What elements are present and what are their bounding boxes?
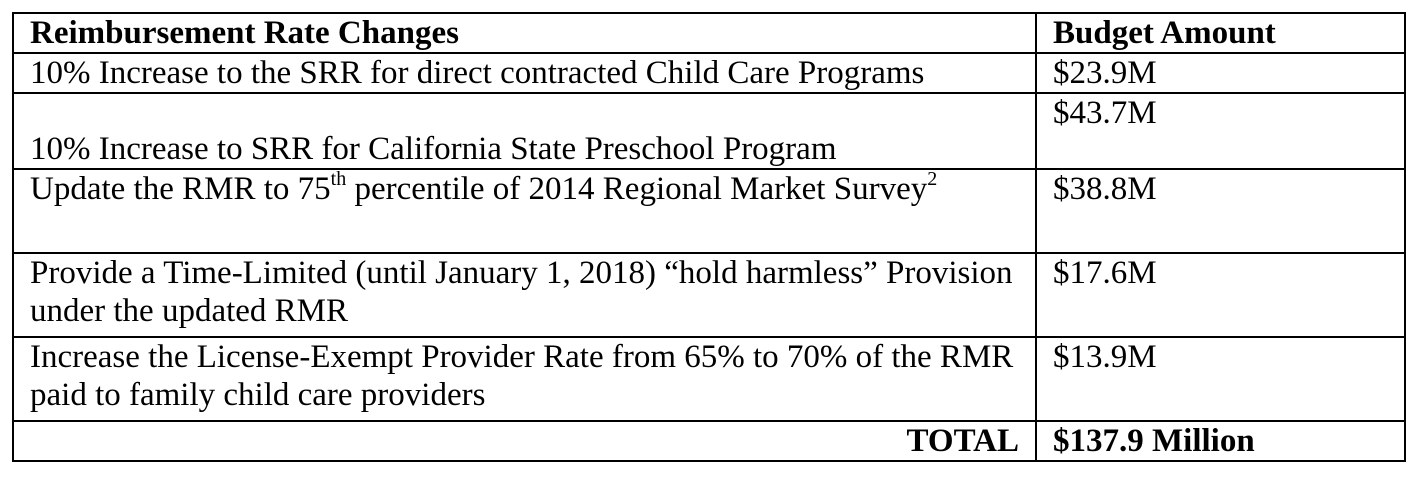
description-text: Update the RMR to 75 [30,171,331,207]
header-budget-amount: Budget Amount [1036,13,1405,53]
budget-amount-cell: $23.9M [1036,53,1405,93]
header-rate-changes: Reimbursement Rate Changes [13,13,1036,53]
total-row [13,421,1405,461]
table-row [13,169,1405,253]
footnote-marker: 2 [927,169,938,190]
budget-amount-cell: $38.8M [1036,169,1405,253]
table-row [13,337,1405,421]
reimbursement-rate-table [12,12,1406,462]
ordinal-superscript: th [330,169,347,190]
budget-amount-cell: $43.7M [1036,93,1405,169]
rate-change-description: Provide a Time-Limited (until January 1, 2018) “hold harmless” Provision under the updated RMR [13,253,1036,337]
table-header-row [13,13,1405,53]
rate-change-description: Increase the License-Exempt Provider Rate from 65% to 70% of the RMR paid to family child care providers [13,337,1036,421]
rate-change-description: 10% Increase to SRR for California State Preschool Program [13,93,1036,169]
table-row [13,93,1405,169]
table-row [13,253,1405,337]
description-text: percentile of 2014 Regional Market Survey [346,171,928,207]
rate-change-description: 10% Increase to the SRR for direct contracted Child Care Programs [13,53,1036,93]
rate-change-description [13,169,1036,253]
budget-amount-cell: $17.6M [1036,253,1405,337]
total-label: TOTAL [13,421,1036,461]
table-row [13,53,1405,93]
budget-amount-cell: $13.9M [1036,337,1405,421]
total-amount: $137.9 Million [1036,421,1405,461]
